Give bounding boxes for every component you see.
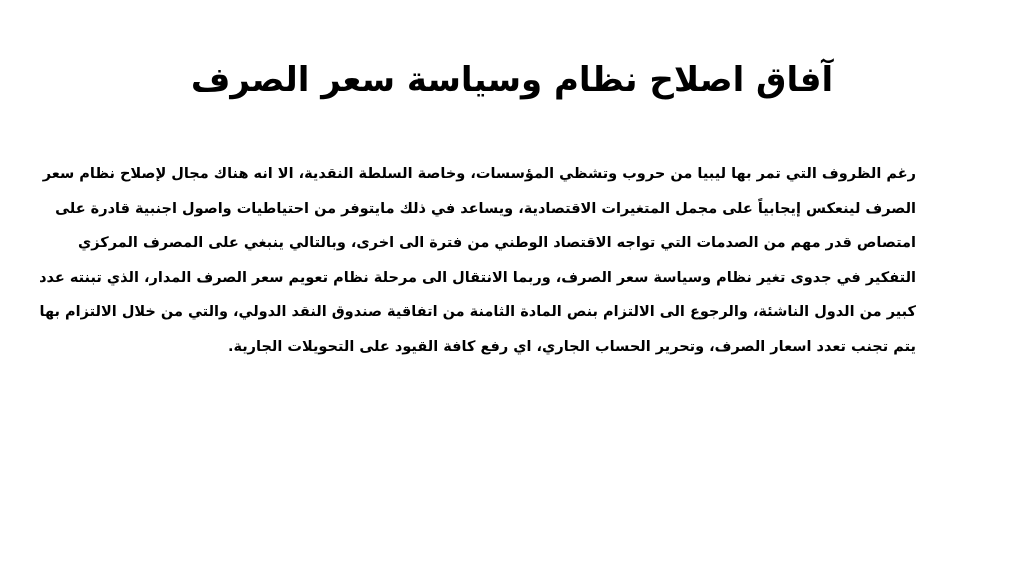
body-paragraph [39, 157, 916, 364]
paragraph-line-2: الصرف لينعكس إيجابياً على مجمل المتغيرات الاقتصادية، ويساعد في ذلك مايتوفر من احتياطيات واصول اجنبية قادرة على [55, 200, 916, 217]
paragraph-line-6: يتم تجنب تعدد اسعار الصرف، وتحرير الحساب الجاري، اي رفع كافة القيود على التحويلات الجارية. [227, 338, 916, 355]
paragraph-line-1: رغم الظروف التي تمر بها ليبيا من حروب وتشظي المؤسسات، وخاصة السلطة النقدية، الا انه هناك مجال لإصلاح نظام سعر [42, 166, 916, 182]
paragraph-line-5: كبير من الدول الناشئة، والرجوع الى الالتزام بنص المادة الثامنة من اتفاقية صندوق النقد الدولي، والتي من خلال الالتزام بها [39, 304, 916, 320]
paragraph-line-4: التفكير في جدوى تغير نظام وسياسة سعر الصرف، وربما الانتقال الى مرحلة نظام تعويم سعر الصرف المدار، الذي تبنته عدد [39, 269, 916, 286]
slide-title: آفاق اصلاح نظام وسياسة سعر الصرف [190, 60, 834, 100]
paragraph-line-3: امتصاص قدر مهم من الصدمات التي تواجه الاقتصاد الوطني من فترة الى اخرى، وبالتالي ينبغي على المصرف المركزي [78, 235, 916, 251]
